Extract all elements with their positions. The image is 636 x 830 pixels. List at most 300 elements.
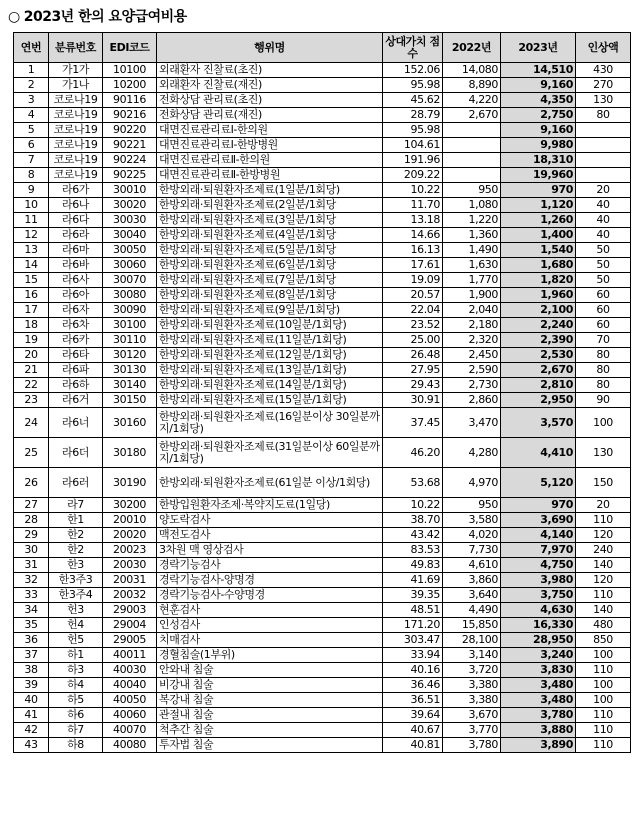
table-row: [14, 663, 631, 678]
cell-2022: [443, 138, 501, 153]
cell-edi: 40040: [103, 678, 157, 693]
cell-score: 83.53: [383, 543, 443, 558]
cell-class: 라6파: [49, 363, 103, 378]
col-header-no: 연번: [14, 33, 49, 63]
cell-2022: [443, 123, 501, 138]
table-row: [14, 618, 631, 633]
cell-increase: 60: [576, 318, 631, 333]
cell-score: 191.96: [383, 153, 443, 168]
cell-class: 라6차: [49, 318, 103, 333]
cell-no: 42: [14, 723, 49, 738]
cell-class: 하8: [49, 738, 103, 753]
cell-class: 라6마: [49, 243, 103, 258]
cell-score: 53.68: [383, 468, 443, 498]
cell-no: 15: [14, 273, 49, 288]
cell-2022: 2,320: [443, 333, 501, 348]
cell-2022: 3,380: [443, 693, 501, 708]
cell-class: 라6거: [49, 393, 103, 408]
cell-2023: 3,480: [501, 678, 576, 693]
cell-2022: 15,850: [443, 618, 501, 633]
cell-2023: 9,160: [501, 123, 576, 138]
cell-name: 한방외래·퇴원환자조제료(3일분/1회당: [157, 213, 383, 228]
cell-name: 경락기능검사-수양명경: [157, 588, 383, 603]
cell-no: 13: [14, 243, 49, 258]
cell-name: 한방외래·퇴원환자조제료(4일분/1회당: [157, 228, 383, 243]
cell-2022: 2,180: [443, 318, 501, 333]
cell-name: 한방외래·퇴원환자조제료(2일분/1회당: [157, 198, 383, 213]
cell-no: 1: [14, 63, 49, 78]
cell-score: 43.42: [383, 528, 443, 543]
cell-edi: 40080: [103, 738, 157, 753]
cell-2023: 28,950: [501, 633, 576, 648]
cell-class: 코로나19: [49, 168, 103, 183]
cell-2023: 9,160: [501, 78, 576, 93]
table-row: [14, 108, 631, 123]
cell-class: 헌3: [49, 603, 103, 618]
cell-2023: 2,240: [501, 318, 576, 333]
cell-increase: 50: [576, 243, 631, 258]
cell-score: 171.20: [383, 618, 443, 633]
cell-2023: 2,670: [501, 363, 576, 378]
table-row: [14, 573, 631, 588]
table-row: [14, 78, 631, 93]
cell-2022: 3,720: [443, 663, 501, 678]
cell-edi: 29003: [103, 603, 157, 618]
cell-2022: 2,860: [443, 393, 501, 408]
cell-increase: 50: [576, 273, 631, 288]
cell-class: 라6너: [49, 408, 103, 438]
cell-2023: 3,480: [501, 693, 576, 708]
cell-class: 코로나19: [49, 153, 103, 168]
table-row: [14, 123, 631, 138]
cell-name: 인성검사: [157, 618, 383, 633]
cell-class: 라7: [49, 498, 103, 513]
table-row: [14, 213, 631, 228]
cell-name: 외래환자 진찰료(재진): [157, 78, 383, 93]
cell-score: 17.61: [383, 258, 443, 273]
cell-edi: 20031: [103, 573, 157, 588]
cell-edi: 20010: [103, 513, 157, 528]
table-row: [14, 303, 631, 318]
cell-name: 외래환자 진찰료(초진): [157, 63, 383, 78]
cell-2022: 3,580: [443, 513, 501, 528]
cell-2022: 1,490: [443, 243, 501, 258]
cell-score: 38.70: [383, 513, 443, 528]
page-title: [8, 6, 187, 26]
cell-no: 43: [14, 738, 49, 753]
cell-score: 28.79: [383, 108, 443, 123]
cell-increase: 270: [576, 78, 631, 93]
table-row: [14, 168, 631, 183]
cell-2022: 4,610: [443, 558, 501, 573]
cell-name: 안와내 침술: [157, 663, 383, 678]
cell-score: 37.45: [383, 408, 443, 438]
cell-name: 한방외래·퇴원환자조제료(15일분/1회당): [157, 393, 383, 408]
cell-increase: 40: [576, 213, 631, 228]
cell-increase: 120: [576, 573, 631, 588]
title-text: 2023년 한의 요양급여비용: [23, 9, 187, 25]
cell-class: 하5: [49, 693, 103, 708]
cell-edi: 30040: [103, 228, 157, 243]
cell-name: 복강내 침술: [157, 693, 383, 708]
cell-no: 11: [14, 213, 49, 228]
cell-class: 라6러: [49, 468, 103, 498]
cell-increase: 40: [576, 228, 631, 243]
cell-2022: 2,730: [443, 378, 501, 393]
table-row: [14, 63, 631, 78]
cell-2023: 3,690: [501, 513, 576, 528]
cell-edi: 29004: [103, 618, 157, 633]
cell-class: 가1나: [49, 78, 103, 93]
table-row: [14, 438, 631, 468]
cell-increase: 100: [576, 408, 631, 438]
cell-2022: 28,100: [443, 633, 501, 648]
cell-score: 40.81: [383, 738, 443, 753]
cell-name: 한방외래·퇴원환자조제료(14일분/1회당): [157, 378, 383, 393]
cell-edi: 90220: [103, 123, 157, 138]
cell-no: 5: [14, 123, 49, 138]
cell-score: 40.67: [383, 723, 443, 738]
cell-no: 36: [14, 633, 49, 648]
cell-name: 척추간 침술: [157, 723, 383, 738]
cell-name: 한방외래·퇴원환자조제료(6일분/1회당: [157, 258, 383, 273]
cell-edi: 30190: [103, 468, 157, 498]
table-row: [14, 648, 631, 663]
cell-edi: 30140: [103, 378, 157, 393]
cell-name: 대면진료관리료Ⅰ-한방병원: [157, 138, 383, 153]
cell-class: 라6카: [49, 333, 103, 348]
cell-score: 25.00: [383, 333, 443, 348]
cell-class: 헌4: [49, 618, 103, 633]
cell-2023: 1,260: [501, 213, 576, 228]
cell-class: 하3: [49, 663, 103, 678]
table-row: [14, 333, 631, 348]
table-row: [14, 318, 631, 333]
cell-no: 3: [14, 93, 49, 108]
cell-edi: 30110: [103, 333, 157, 348]
cell-edi: 40050: [103, 693, 157, 708]
cell-score: 27.95: [383, 363, 443, 378]
cell-2022: [443, 153, 501, 168]
table-row: [14, 273, 631, 288]
cell-no: 28: [14, 513, 49, 528]
cell-name: 전화상담 관리료(재진): [157, 108, 383, 123]
cell-class: 가1가: [49, 63, 103, 78]
cell-2023: 2,530: [501, 348, 576, 363]
cell-increase: 100: [576, 678, 631, 693]
cell-name: 한방외래·퇴원환자조제료(13일분/1회당): [157, 363, 383, 378]
cell-increase: 130: [576, 93, 631, 108]
cell-score: 20.57: [383, 288, 443, 303]
cell-no: 6: [14, 138, 49, 153]
cell-increase: 80: [576, 378, 631, 393]
cell-2023: 14,510: [501, 63, 576, 78]
cell-class: 하7: [49, 723, 103, 738]
cell-edi: 40060: [103, 708, 157, 723]
cell-2023: 1,960: [501, 288, 576, 303]
cell-2022: [443, 168, 501, 183]
cell-edi: 40011: [103, 648, 157, 663]
cell-2023: 3,890: [501, 738, 576, 753]
cell-name: 양도락검사: [157, 513, 383, 528]
cell-2023: 970: [501, 183, 576, 198]
cell-increase: 480: [576, 618, 631, 633]
cell-no: 22: [14, 378, 49, 393]
cell-2022: 4,220: [443, 93, 501, 108]
cell-increase: 80: [576, 108, 631, 123]
cell-2023: 3,830: [501, 663, 576, 678]
cell-edi: 20023: [103, 543, 157, 558]
cell-name: 3차원 맥 영상검사: [157, 543, 383, 558]
cell-name: 경혈침술(1부위): [157, 648, 383, 663]
cell-2022: 8,890: [443, 78, 501, 93]
cell-score: 46.20: [383, 438, 443, 468]
cell-edi: 90216: [103, 108, 157, 123]
cell-edi: 30100: [103, 318, 157, 333]
cell-edi: 40070: [103, 723, 157, 738]
cell-2023: 3,780: [501, 708, 576, 723]
cell-increase: 110: [576, 663, 631, 678]
cell-2023: 9,980: [501, 138, 576, 153]
table-row: [14, 468, 631, 498]
cell-score: 10.22: [383, 183, 443, 198]
cell-2022: 4,280: [443, 438, 501, 468]
cell-score: 45.62: [383, 93, 443, 108]
cell-increase: 150: [576, 468, 631, 498]
cell-score: 29.43: [383, 378, 443, 393]
cell-2022: 7,730: [443, 543, 501, 558]
cell-2023: 4,140: [501, 528, 576, 543]
cell-2023: 7,970: [501, 543, 576, 558]
cell-edi: 30030: [103, 213, 157, 228]
cell-no: 25: [14, 438, 49, 468]
table-row: [14, 603, 631, 618]
cell-no: 30: [14, 543, 49, 558]
cell-no: 8: [14, 168, 49, 183]
cell-no: 19: [14, 333, 49, 348]
table-header-row: [14, 33, 631, 63]
table-row: [14, 408, 631, 438]
cell-2023: 3,880: [501, 723, 576, 738]
cell-2022: 1,080: [443, 198, 501, 213]
table-row: [14, 183, 631, 198]
cell-increase: 110: [576, 708, 631, 723]
cell-2022: 2,670: [443, 108, 501, 123]
cell-increase: 110: [576, 513, 631, 528]
cell-2023: 2,950: [501, 393, 576, 408]
cell-edi: 30180: [103, 438, 157, 468]
table-row: [14, 288, 631, 303]
cell-2022: 4,490: [443, 603, 501, 618]
cell-edi: 30120: [103, 348, 157, 363]
cell-2022: 4,020: [443, 528, 501, 543]
table-body: [14, 63, 631, 753]
cell-2022: 950: [443, 498, 501, 513]
cell-increase: 430: [576, 63, 631, 78]
cell-2022: 3,640: [443, 588, 501, 603]
cell-no: 23: [14, 393, 49, 408]
cell-no: 27: [14, 498, 49, 513]
cell-2023: 1,120: [501, 198, 576, 213]
cell-edi: 30010: [103, 183, 157, 198]
cell-2022: 1,900: [443, 288, 501, 303]
table-row: [14, 198, 631, 213]
cell-2022: 3,380: [443, 678, 501, 693]
cell-edi: 90116: [103, 93, 157, 108]
cell-edi: 90225: [103, 168, 157, 183]
cell-2022: 3,140: [443, 648, 501, 663]
cell-2023: 970: [501, 498, 576, 513]
cell-increase: 70: [576, 333, 631, 348]
cell-edi: 30160: [103, 408, 157, 438]
cell-name: 대면진료관리료Ⅰ-한의원: [157, 123, 383, 138]
cell-score: 30.91: [383, 393, 443, 408]
cell-2022: 3,470: [443, 408, 501, 438]
cell-score: 26.48: [383, 348, 443, 363]
cell-no: 34: [14, 603, 49, 618]
cell-no: 16: [14, 288, 49, 303]
table-row: [14, 498, 631, 513]
table-row: [14, 258, 631, 273]
cell-class: 라6사: [49, 273, 103, 288]
col-header-score: 상대가치 점수: [383, 33, 443, 63]
cell-2022: 1,770: [443, 273, 501, 288]
cell-no: 10: [14, 198, 49, 213]
cell-name: 한방입원환자조제·복약지도료(1일당): [157, 498, 383, 513]
fee-table: [13, 32, 631, 753]
cell-name: 한방외래·퇴원환자조제료(11일분/1회당): [157, 333, 383, 348]
cell-no: 7: [14, 153, 49, 168]
cell-name: 치매검사: [157, 633, 383, 648]
cell-increase: 60: [576, 303, 631, 318]
table-row: [14, 393, 631, 408]
cell-class: 헌5: [49, 633, 103, 648]
cell-no: 26: [14, 468, 49, 498]
cell-score: 36.46: [383, 678, 443, 693]
cell-class: 라6자: [49, 303, 103, 318]
cell-increase: 100: [576, 693, 631, 708]
cell-name: 한방외래·퇴원환자조제료(5일분/1회당: [157, 243, 383, 258]
cell-no: 40: [14, 693, 49, 708]
cell-score: 209.22: [383, 168, 443, 183]
cell-no: 18: [14, 318, 49, 333]
cell-edi: 30130: [103, 363, 157, 378]
cell-class: 라6타: [49, 348, 103, 363]
cell-2022: 950: [443, 183, 501, 198]
cell-name: 한방외래·퇴원환자조제료(61일분 이상/1회당): [157, 468, 383, 498]
cell-score: 14.66: [383, 228, 443, 243]
cell-2023: 2,100: [501, 303, 576, 318]
cell-increase: 110: [576, 588, 631, 603]
cell-no: 2: [14, 78, 49, 93]
cell-no: 29: [14, 528, 49, 543]
cell-score: 48.51: [383, 603, 443, 618]
cell-no: 31: [14, 558, 49, 573]
cell-class: 하6: [49, 708, 103, 723]
cell-increase: 120: [576, 528, 631, 543]
cell-no: 9: [14, 183, 49, 198]
cell-name: 투자법 침술: [157, 738, 383, 753]
cell-edi: 90224: [103, 153, 157, 168]
cell-2023: 4,630: [501, 603, 576, 618]
cell-2022: 14,080: [443, 63, 501, 78]
table-row: [14, 138, 631, 153]
cell-increase: 100: [576, 648, 631, 663]
cell-no: 39: [14, 678, 49, 693]
cell-2022: 3,860: [443, 573, 501, 588]
cell-class: 라6하: [49, 378, 103, 393]
cell-2022: 1,220: [443, 213, 501, 228]
cell-edi: 20020: [103, 528, 157, 543]
cell-increase: 140: [576, 558, 631, 573]
cell-no: 14: [14, 258, 49, 273]
table-row: [14, 243, 631, 258]
cell-class: 라6라: [49, 228, 103, 243]
table-row: [14, 153, 631, 168]
cell-edi: 30200: [103, 498, 157, 513]
cell-increase: [576, 123, 631, 138]
cell-2023: 3,240: [501, 648, 576, 663]
cell-2022: 2,450: [443, 348, 501, 363]
cell-class: 라6다: [49, 213, 103, 228]
table-row: [14, 588, 631, 603]
cell-name: 한방외래·퇴원환자조제료(16일분이상 30일분까지/1회당): [157, 408, 383, 438]
cell-edi: 10100: [103, 63, 157, 78]
cell-2022: 3,670: [443, 708, 501, 723]
cell-edi: 20032: [103, 588, 157, 603]
cell-2022: 2,590: [443, 363, 501, 378]
cell-score: 10.22: [383, 498, 443, 513]
cell-class: 라6바: [49, 258, 103, 273]
table-row: [14, 528, 631, 543]
cell-2022: 1,360: [443, 228, 501, 243]
cell-no: 12: [14, 228, 49, 243]
col-header-increase: 인상액: [576, 33, 631, 63]
cell-name: 한방외래·퇴원환자조제료(8일분/1회당: [157, 288, 383, 303]
cell-score: 49.83: [383, 558, 443, 573]
cell-2023: 16,330: [501, 618, 576, 633]
cell-no: 4: [14, 108, 49, 123]
cell-edi: 30090: [103, 303, 157, 318]
circle-bullet-icon: ○: [8, 9, 20, 25]
cell-2022: 4,970: [443, 468, 501, 498]
cell-2023: 2,750: [501, 108, 576, 123]
cell-2023: 1,540: [501, 243, 576, 258]
cell-name: 대면진료관리료Ⅱ-한방병원: [157, 168, 383, 183]
cell-increase: 80: [576, 348, 631, 363]
cell-name: 한방외래·퇴원환자조제료(12일분/1회당): [157, 348, 383, 363]
cell-2023: 4,350: [501, 93, 576, 108]
cell-edi: 40030: [103, 663, 157, 678]
cell-edi: 30150: [103, 393, 157, 408]
cell-name: 전화상담 관리료(초진): [157, 93, 383, 108]
cell-2023: 19,960: [501, 168, 576, 183]
cell-score: 95.98: [383, 123, 443, 138]
cell-2023: 3,750: [501, 588, 576, 603]
cell-increase: [576, 138, 631, 153]
cell-increase: 50: [576, 258, 631, 273]
cell-score: 41.69: [383, 573, 443, 588]
cell-name: 비강내 침술: [157, 678, 383, 693]
cell-name: 경락기능검사-양명경: [157, 573, 383, 588]
cell-score: 23.52: [383, 318, 443, 333]
table-row: [14, 513, 631, 528]
cell-2022: 3,780: [443, 738, 501, 753]
col-header-edi: EDI코드: [103, 33, 157, 63]
cell-no: 21: [14, 363, 49, 378]
cell-score: 36.51: [383, 693, 443, 708]
col-header-2023: 2023년: [501, 33, 576, 63]
